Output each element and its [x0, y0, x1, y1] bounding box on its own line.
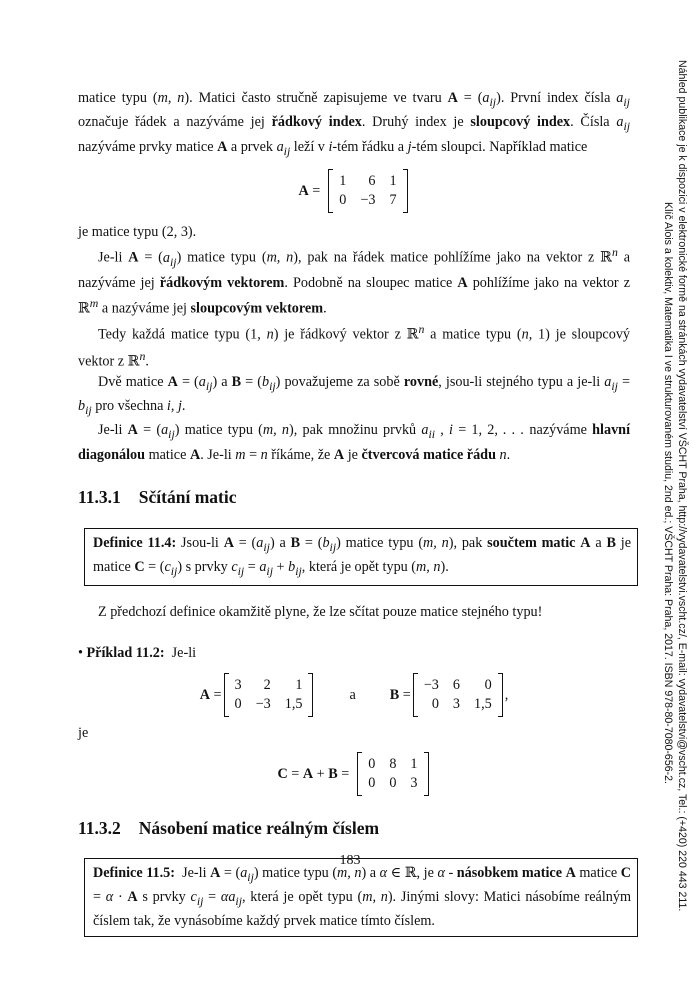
matrix: [357, 752, 428, 796]
definition-11-5-box: [84, 858, 638, 937]
matrix: [413, 673, 503, 717]
matrix-cell: 1,5: [474, 696, 492, 713]
page-body: [78, 88, 630, 937]
matrix-cell: 0: [368, 755, 376, 772]
matrix-cell: 6: [368, 172, 376, 189]
matrix-cell: 1: [389, 172, 397, 189]
matrix-cell: −3: [360, 191, 376, 208]
paragraph-vectors: Je-li $A = (a_{ij})$ matice typu (m, n), pak na řádek matice pohlížíme jako na vektor z ℝ$^n$ a nazýváme jej řádkovým vektorem. Podobně na sloupec matice A pohlížíme jako na vektor z ℝ$^m$ a nazýváme jej sloupcovým vektorem.: [78, 245, 631, 317]
definition-11-5-text: Definice 11.5: Je-li $A = (a_{ij})$ matice typu (m, n) a α ∈ ℝ, je α - násobkem matice A matice C = α · A s prvky $c_{ij} = \alpha a_{ij}$, která je opět typu (m, n). Jinými slovy: Matici násobíme reálným číslem tak, že vynásobíme každý prvek matice tímto číslem.: [93, 865, 631, 930]
matrix-lhs: B =: [389, 687, 411, 704]
definition-11-4-box: [84, 528, 638, 587]
sidebar-notice: [662, 60, 688, 960]
paragraph-diagonal: Je-li $A = (a_{ij})$ matice typu (m, n), pak množinu prvků $a_{ii}$ , i = 1, 2, . . . nazýváme hlavní diagonálou matice A. Je-li m = n říkáme, že A je čtvercová matice řádu n.: [78, 422, 631, 463]
matrix-cell: 3: [234, 677, 242, 694]
matrix-lhs: C = A + B =: [277, 765, 350, 782]
matrix: [224, 673, 314, 717]
matrix-cell: 0: [234, 696, 242, 713]
matrix-cell: 2: [263, 677, 271, 694]
matrix-cell: −3: [255, 696, 271, 713]
matrix-cell: −3: [423, 677, 439, 694]
matrix-cell: 8: [389, 755, 397, 772]
matrix-cell: 3: [452, 696, 460, 713]
matrix-cell: 0: [368, 774, 376, 791]
matrix-cell: 1: [295, 677, 303, 694]
paragraph-equal: Dvě matice $A = (a_{ij})$ a $B = (b_{ij})$ považujeme za sobě rovné, jsou-li stejného typu a je-li $a_{ij} = b_{ij}$ pro všechna i, j.: [78, 373, 630, 417]
matrix-cell: 1,5: [284, 696, 303, 713]
paragraph-consequence: Z předchozí definice okamžitě plyne, že lze sčítat pouze matice stejného typu!: [98, 604, 543, 621]
paragraph-each: Tedy každá matice typu (1, n) je řádkový vektor z ℝ$^n$ a matice typu (n, 1) je sloupcový vektor z ℝ$^n$.: [78, 322, 631, 370]
matrix: [328, 169, 407, 213]
matrix-cell: 0: [431, 696, 439, 713]
matrix-lhs: A =: [298, 182, 321, 199]
sidebar-line-citation: Klíč Alois a kolektiv, Matematika I ve strukturovaném studiu, 2nd ed.; VŠCHT Praha: Praha, 2017. ISBN 978-80-7080-656-2.: [662, 202, 674, 784]
matrix-example-a: [78, 169, 630, 213]
definition-11-4-text: Definice 11.4: Jsou-li $A = (a_{ij})$ a $B = (b_{ij})$ matice typu (m, n), pak součtem matic A a B je matice $C = (c_{ij})$ s prvky $c_{ij} = a_{ij} + b_{ij}$, která je opět typu (m, n).: [93, 534, 631, 578]
example-heading: • Příklad 11.2: Je-li: [78, 644, 197, 661]
sidebar-line-preview: Náhled publikace je k dispozici v elektronické formě na stránkách vydavatelství VŠCHT Praha, http://vydavatelstvi.vscht.cz/, E-mail: vydavatelstvi@vscht.cz, Tel.: (+420) 220 443 211.: [676, 60, 688, 912]
matrix-cell: 0: [389, 774, 397, 791]
matrix-lhs: A =: [199, 687, 222, 704]
matrix-pair-a-b: [78, 673, 630, 717]
example-11-2: [78, 643, 630, 796]
matrix-result-c: [78, 752, 630, 796]
section-heading-scalar: 11.3.2 Násobení matice reálným číslem: [78, 817, 380, 838]
je-word: je: [78, 725, 89, 742]
section-heading-sum: 11.3.1 Sčítání matic: [78, 487, 237, 508]
comma: ,: [504, 687, 509, 704]
matrix-cell: 0: [339, 191, 347, 208]
matrix-cell: 0: [484, 677, 492, 694]
paragraph-intro: matice typu (m, n). Matici často stručně zapisujeme ve tvaru $A = (a_{ij})$. První index čísla $a_{ij}$ označuje řádek a nazýváme jej řádkový index. Druhý index je sloupcový index. Čísla $a_{ij}$ nazýváme prvky matice A a prvek $a_{ij}$ leží v i-tém řádku a j-tém sloupci. Například matice: [78, 90, 631, 158]
matrix-cell: 3: [410, 774, 418, 791]
and-word: a: [349, 687, 356, 704]
matrix-cell: 1: [410, 755, 418, 772]
matrix-cell: 6: [452, 677, 460, 694]
matrix-cell: 1: [339, 172, 347, 189]
matrix-cell: 7: [389, 191, 397, 208]
page-number: 183: [339, 853, 361, 868]
paragraph-type: je matice typu (2, 3).: [78, 223, 197, 240]
